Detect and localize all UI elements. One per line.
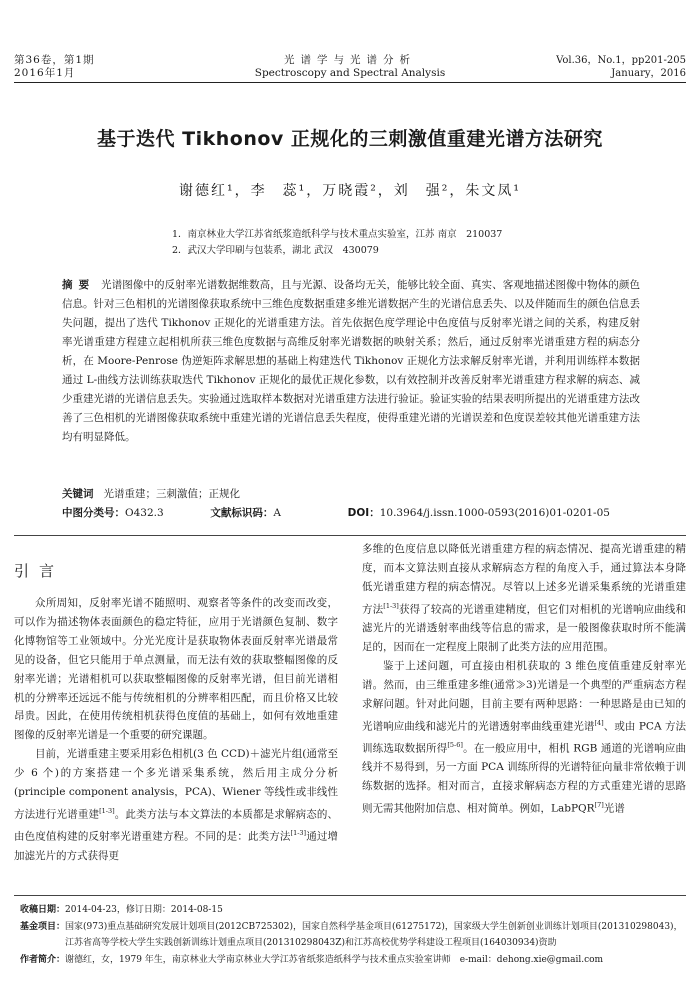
footnote-received xyxy=(20,902,686,919)
fund-label: 基金项目： xyxy=(20,921,66,932)
received-label: 收稿日期： xyxy=(20,905,66,915)
header-volume-cn: 第36卷，第1期 xyxy=(14,54,95,66)
doi-label: DOI： xyxy=(347,507,380,519)
header-date-en: January，2016 xyxy=(611,68,686,79)
doc-code-value: A xyxy=(273,507,281,519)
right-column xyxy=(362,540,686,819)
affiliations xyxy=(172,227,502,259)
citation: [5-6] xyxy=(447,741,463,750)
left-p2-text-b: 。此类方法与本文算法的本质都是求解病态的、由色度值构建的反射率光谱重建方程。不同的是：此类方法 xyxy=(14,808,339,843)
citation: [1-3] xyxy=(99,806,115,815)
citation: [7] xyxy=(594,801,604,810)
header-rule xyxy=(14,82,686,83)
right-p2-text-d: 光谱 xyxy=(603,802,625,815)
paper-title: 基于迭代 Tikhonov 正规化的三刺激值重建光谱方法研究 xyxy=(97,128,603,150)
left-p2-text-a: 目前，光谱重建主要采用彩色相机(3 色 CCD)＋滤光片组(通常至少 6 个)的方案搭建一个多光谱采集系统，然后用主成分分析(principle component analysis，PCA)、Wiener 等线性或非线性方法进行光谱重建 xyxy=(14,748,338,821)
clc-value: O432.3 xyxy=(125,507,164,519)
keywords-block xyxy=(62,485,662,523)
citation: [4] xyxy=(594,718,604,727)
fund-value: 国家(973)重点基础研究发展计划项目(2012CB725302)，国家自然科学基金项目(61275172)，国家级大学生创新创业训练计划项目(201310298043)，江苏省高等学校大学生实践创新训练计划重点项目(201310298043Z)和江苏高校优势学科建设工程项目(164030934)资助 xyxy=(65,921,683,948)
keywords-text: 光谱重建；三刺激值；正规化 xyxy=(103,488,241,500)
affiliation-1: 1．南京林业大学江苏省纸浆造纸科学与技术重点实验室，江苏 南京 210037 xyxy=(172,229,503,240)
right-p2-text-c: 。在一般应用中，相机 RGB 通道的光谱响应曲线并不易得到，另一方面 PCA 训练所得的光谱特征向量非常依赖于训练数据的选择。相对而言，直接求解病态方程的方式重建光谱的思路则无需其他附加信息、相对简单。例如，LabPQR xyxy=(362,742,687,815)
author-value: 谢德红，女，1979 年生，南京林业大学南京林业大学江苏省纸浆造纸科学与技术重点实验室讲师 e-mail：dehong.xie@gmail.com xyxy=(65,954,604,965)
left-column xyxy=(14,594,338,866)
footnote-author xyxy=(20,952,686,969)
affiliation-2: 2．武汉大学印刷与包装系，湖北 武汉 430079 xyxy=(172,245,379,256)
right-p1-text-a: 多维的色度信息以降低光谱重建方程的病态情况、提高光谱重建的精度，而本文算法则直接从求解病态方程的角度入手，通过算法本身降低光谱重建方程的病态情况。尽管以上述多光谱采集系统的光谱重建方法 xyxy=(362,543,686,616)
header-journal-en: Spectroscopy and Spectral Analysis xyxy=(254,67,446,79)
footnotes xyxy=(20,902,686,968)
doi-value: 10.3964/j.issn.1000-0593(2016)01-0201-05 xyxy=(379,507,610,519)
header-volume-en: Vol.36，No.1，pp201-205 xyxy=(556,55,686,66)
right-p1-text-b: 获得了较高的光谱重建精度，但它们对相机的光谱响应曲线和滤光片的光谱透射率曲线等信息的需求，是一般图像获取时所不能满足的，因而在一定程度上限制了此类方法的应用范围。 xyxy=(362,603,687,654)
received-value: 2014-04-23，修订日期：2014-08-15 xyxy=(65,905,223,915)
header-journal-cn: 光谱学与光谱分析 xyxy=(284,54,416,66)
left-paragraph-2 xyxy=(14,745,338,865)
header-issue xyxy=(556,54,686,80)
left-p2-text-c: 通过增加滤光片的方式获得更 xyxy=(14,830,339,862)
author-list: 谢德红¹，李 蕊¹，万晓霞²，刘 强²，朱文凤¹ xyxy=(178,183,522,199)
left-paragraph-1: 众所周知，反射率光谱不随照明、观察者等条件的改变而改变，可以作为描述物体表面颜色的稳定特征，应用于光谱颜色复制、数字化博物馆等工业领域中。分光光度计是获取物体表面反射率光谱最常见的设备，但它只能用于单点测量，而无法有效的获取整幅图像的反射率光谱；光谱相机可以获取整幅图像的反射率光谱，但目前光谱相机的分辨率还远远不能与传统相机的分辨率相匹配，而且价格又比较昂贵。因此，在使用传统相机获得色度值的基础上，如何有效地重建图像的反射率光谱是一个重要的研究课题。 xyxy=(14,597,338,742)
footnote-rule xyxy=(14,895,686,896)
abstract-label: 摘要 xyxy=(62,279,96,291)
header-date-cn: 2016年1月 xyxy=(14,67,76,79)
abstract xyxy=(62,276,640,447)
footnote-fund xyxy=(20,919,686,952)
clc-label: 中图分类号： xyxy=(62,507,125,519)
right-p2-text-a: 鉴于上述问题，可直接由相机获取的 3 维色度值重建反射率光谱。然而，由三维重建多维(通常≫3)光谱是一个典型的严重病态方程求解问题。针对此问题，目前主要有两种思路：一种思路是由已知的光谱响应曲线和滤光片的光谱透射率曲线重建光谱 xyxy=(362,659,686,733)
citation: [1-3] xyxy=(383,601,399,610)
right-p2-text-b: 、或由 PCA 方法训练选取数据所得 xyxy=(362,720,687,755)
classification-line xyxy=(62,504,662,523)
keywords-line xyxy=(62,485,662,504)
keywords-label: 关键词 xyxy=(62,488,94,500)
author-label: 作者简介： xyxy=(20,954,66,965)
section-heading: 引言 xyxy=(14,562,65,580)
section-rule xyxy=(14,535,686,536)
abstract-text: 光谱图像中的反射率光谱数据维数高，且与光源、设备均无关，能够比较全面、真实、客观地描述图像中物体的颜色信息。针对三色相机的光谱图像获取系统中三维色度数据重建多维光谱数据产生的光谱信息丢失、以及伴随而生的颜色信息丢失问题，提出了迭代 Tikhonov 正规化的光谱重建方法。首先依据色度学理论中色度值与反射率光谱之间的关系，构建反射率光谱重建方程建立起相机所获三维色度数据与高维反射率光谱数据的映射关系；然后，通过反射率光谱重建方程的病态分析，在 Moore-Penrose 伪逆矩阵求解思想的基础上构建迭代 Tikhonov 正规化方法求解反射率光谱，并利用训练样本数据通过 L-曲线方法训练获取迭代 Tikhonov 正规化的最优正规化参数，以有效控制并改善反射率光谱重建方程求解的病态、减少重建光谱的光谱信息丢失。实验通过选取样本数据对光谱重建方法进行验证。验证实验的结果表明所提出的光谱重建方法改善了三色相机的光谱图像获取系统中重建光谱的光谱信息丢失程度，使得重建光谱的光谱误差和色度误差较其他光谱重建方法均有明显降低。 xyxy=(62,279,641,443)
doc-code-label: 文献标识码： xyxy=(210,507,274,519)
right-paragraph-1 xyxy=(362,540,686,657)
citation: [1-3] xyxy=(290,829,307,838)
right-paragraph-2 xyxy=(362,657,686,819)
